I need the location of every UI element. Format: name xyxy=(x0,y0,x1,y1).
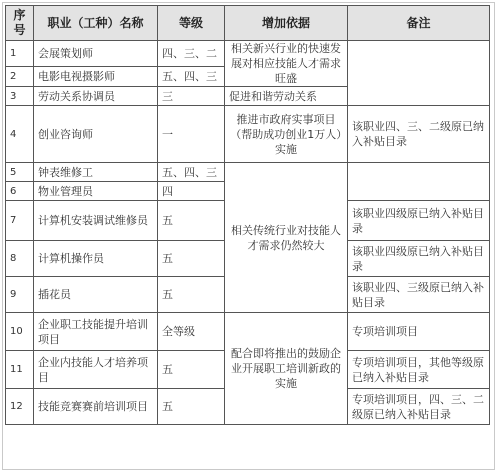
header-basis: 增加依据 xyxy=(225,6,348,41)
occupation-cell: 物业管理员 xyxy=(34,182,158,201)
remark-cell: 专项培训项目，四、三、二级原已纳入补贴目录 xyxy=(348,389,490,425)
occupation-cell: 电影电视摄影师 xyxy=(34,67,158,87)
basis-cell: 相关传统行业对技能人才需求仍然较大 xyxy=(225,163,348,313)
table-row xyxy=(6,106,490,163)
level-cell: 一 xyxy=(158,106,225,163)
occupation-cell: 创业咨询师 xyxy=(34,106,158,163)
row-number: 12 xyxy=(6,389,34,425)
level-cell: 四 xyxy=(158,182,225,201)
level-cell: 五 xyxy=(158,277,225,313)
remark-cell: 该职业四、三、二级原已纳入补贴目录 xyxy=(348,106,490,163)
header-level: 等级 xyxy=(158,6,225,41)
remark-cell: 专项培训项目，其他等级原已纳入补贴目录 xyxy=(348,351,490,389)
row-number: 6 xyxy=(6,182,34,201)
remark-cell: 该职业四级原已纳入补贴目录 xyxy=(348,201,490,241)
occupation-cell: 企业职工技能提升培训项目 xyxy=(34,313,158,351)
level-cell: 四、三、二 xyxy=(158,41,225,67)
occupation-cell: 计算机安装调试维修员 xyxy=(34,201,158,241)
row-number: 11 xyxy=(6,351,34,389)
row-number: 9 xyxy=(6,277,34,313)
level-cell: 三 xyxy=(158,87,225,106)
occupation-cell: 企业内技能人才培养项目 xyxy=(34,351,158,389)
remark-cell: 该职业四级原已纳入补贴目录 xyxy=(348,241,490,277)
header-remark: 备注 xyxy=(348,6,490,41)
occupation-cell: 钟表维修工 xyxy=(34,163,158,182)
basis-cell: 推进市政府实事项目（帮助成功创业1万人）实施 xyxy=(225,106,348,163)
subsidy-occupation-table xyxy=(5,5,490,425)
level-cell: 五 xyxy=(158,351,225,389)
table-row xyxy=(6,41,490,67)
header-no: 序 号 xyxy=(6,6,34,41)
basis-cell: 配合即将推出的鼓励企业开展职工培训新政的实施 xyxy=(225,313,348,425)
row-number: 4 xyxy=(6,106,34,163)
table-row xyxy=(6,163,490,182)
level-cell: 全等级 xyxy=(158,313,225,351)
row-number: 1 xyxy=(6,41,34,67)
remark-cell xyxy=(348,163,490,201)
table-row xyxy=(6,313,490,351)
occupation-cell: 会展策划师 xyxy=(34,41,158,67)
occupation-cell: 计算机操作员 xyxy=(34,241,158,277)
occupation-cell: 技能竞赛赛前培训项目 xyxy=(34,389,158,425)
row-number: 3 xyxy=(6,87,34,106)
level-cell: 五 xyxy=(158,389,225,425)
row-number: 10 xyxy=(6,313,34,351)
level-cell: 五 xyxy=(158,241,225,277)
level-cell: 五、四、三 xyxy=(158,67,225,87)
level-cell: 五 xyxy=(158,201,225,241)
occupation-cell: 插花员 xyxy=(34,277,158,313)
remark-cell: 该职业四、三级原已纳入补贴目录 xyxy=(348,277,490,313)
row-number: 5 xyxy=(6,163,34,182)
basis-cell: 促进和谐劳动关系 xyxy=(225,87,348,106)
row-number: 8 xyxy=(6,241,34,277)
basis-cell: 相关新兴行业的快速发展对相应技能人才需求旺盛 xyxy=(225,41,348,87)
header-occupation: 职业（工种）名称 xyxy=(34,6,158,41)
occupation-cell: 劳动关系协调员 xyxy=(34,87,158,106)
remark-cell: 专项培训项目 xyxy=(348,313,490,351)
remark-cell xyxy=(348,41,490,106)
header-row xyxy=(6,6,490,41)
row-number: 7 xyxy=(6,201,34,241)
row-number: 2 xyxy=(6,67,34,87)
level-cell: 五、四、三 xyxy=(158,163,225,182)
